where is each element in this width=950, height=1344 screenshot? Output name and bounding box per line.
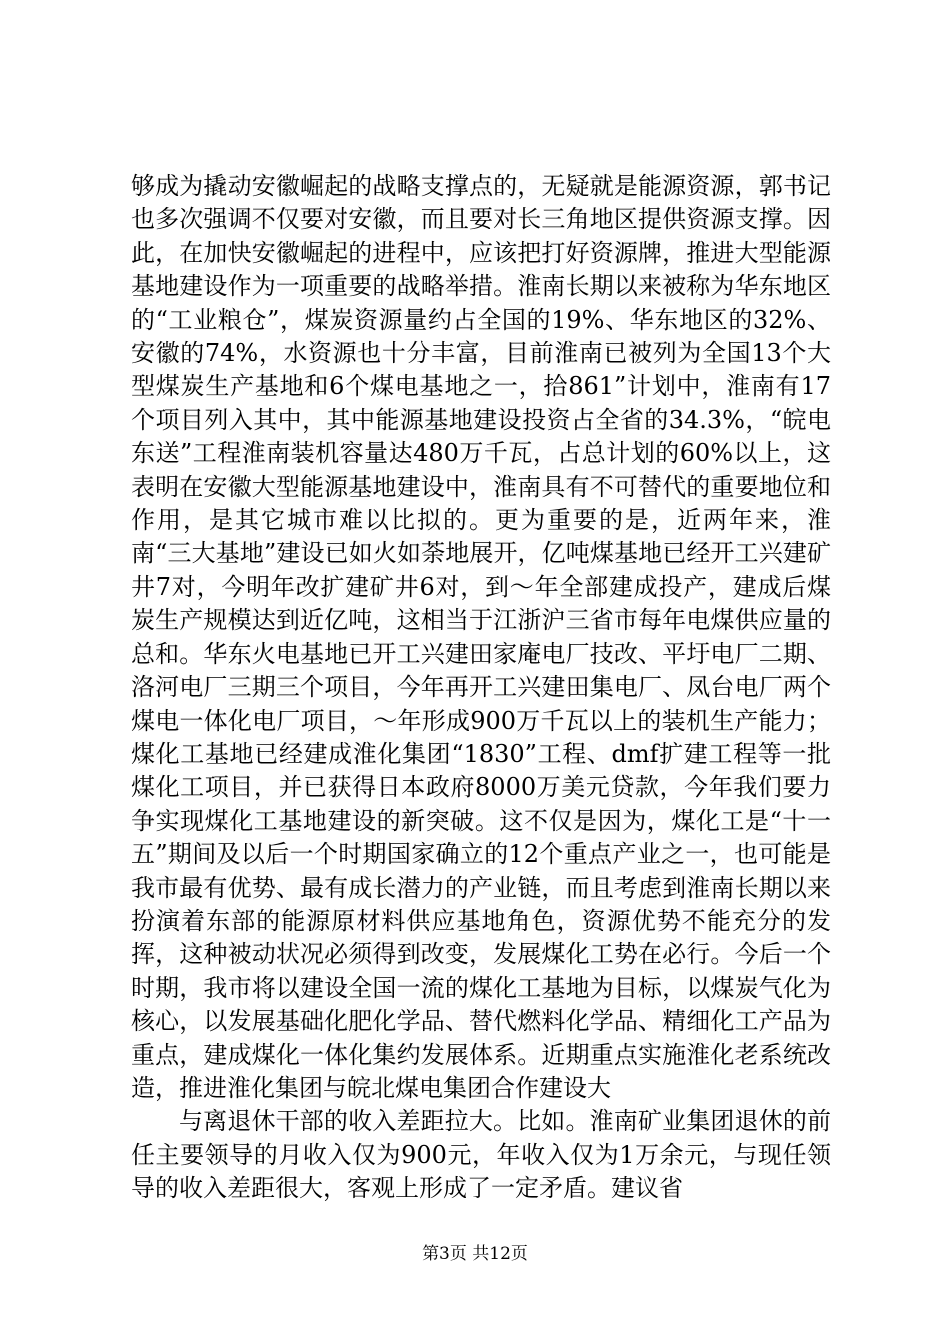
page-number-footer: 第3页 共12页 — [422, 1244, 528, 1264]
document-body — [131, 170, 831, 1206]
paragraph-2: 与离退休干部的收入差距拉大。比如。淮南矿业集团退休的前任主要领导的月收入仅为900元，年收入仅为1万余元，与现任领导的收入差距很大，客观上形成了一定矛盾。建议省 — [131, 1107, 831, 1203]
paragraph-1: 够成为撬动安徽崛起的战略支撑点的，无疑就是能源资源，郭书记也多次强调不仅要对安徽，而且要对长三角地区提供资源支撑。因此，在加快安徽崛起的进程中，应该把打好资源牌，推进大型能源基地建设作为一项重要的战略举措。淮南长期以来被称为华东地区的“工业粮仓”，煤炭资源量约占全国的19%、华东地区的32%、安徽的74%，水资源也十分丰富，目前淮南已被列为全国13个大型煤炭生产基地和6个煤电基地之一，拾861”计划中，淮南有17个项目列入其中，其中能源基地建设投资占全省的34.3%，“皖电东送”工程淮南装机容量达480万千瓦，占总计划的60%以上，这表明在安徽大型能源基地建设中，淮南具有不可替代的重要地位和作用，是其它城市难以比拟的。更为重要的是，近两年来，淮南“三大基地”建设已如火如荼地展开，亿吨煤基地已经开工兴建矿井7对，今明年改扩建矿井6对，到～年全部建成投产，建成后煤炭生产规模达到近亿吨，这相当于江浙沪三省市每年电煤供应量的总和。华东火电基地已开工兴建田家庵电厂技改、平圩电厂二期、洛河电厂三期三个项目，今年再开工兴建田集电厂、凤台电厂两个煤电一体化电厂项目，～年形成900万千瓦以上的装机生产能力；煤化工基地已经建成淮化集团“1830”工程、dmf扩建工程等一批煤化工项目，并已获得日本政府8000万美元贷款，今年我们要力争实现煤化工基地建设的新突破。这不仅是因为，煤化工是“十一五”期间及以后一个时期国家确立的12个重点产业之一，也可能是我市最有优势、最有成长潜力的产业链，而且考虑到淮南长期以来扮演着东部的能源原材料供应基地角色，资源优势不能充分的发挥，这种被动状况必须得到改变，发展煤化工势在必行。今后一个时期，我市将以建设全国一流的煤化工基地为目标，以煤炭气化为核心，以发展基础化肥化学品、替代燃料化学品、精细化工产品为重点，建成煤化一体化集约发展体系。近期重点实施淮化老系统改造，推进淮化集团与皖北煤电集团合作建设大 — [131, 172, 831, 1102]
